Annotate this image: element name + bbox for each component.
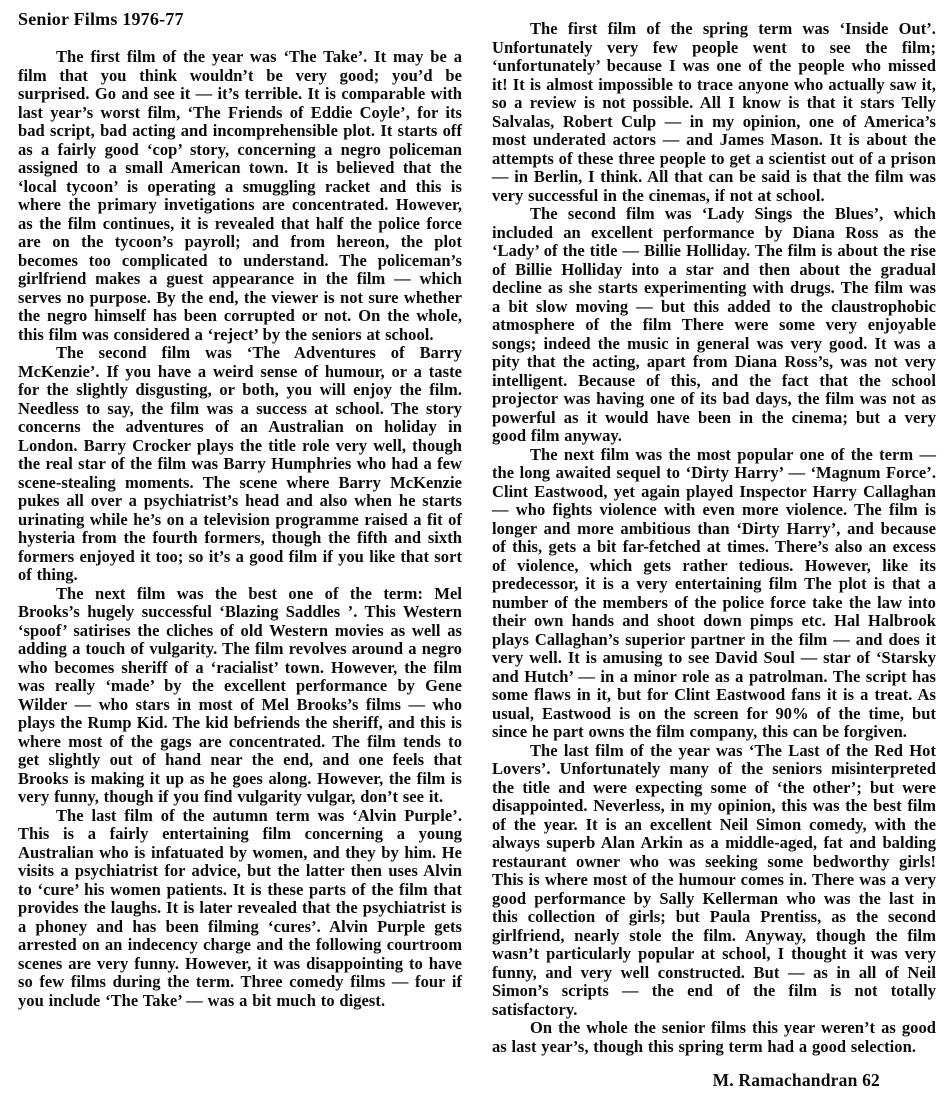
article-paragraph-take: The first film of the year was ‘The Take’. It may be a film that you think wouldn’t be very good; you’d be surprised. Go and see it — it’s terrible. It is comparable with last year’s worst film, ‘The Friends of Eddie Coyle’, for its bad script, bad acting and incomprehensible plot. It starts off as a fairly good ‘cop’ story, concerning a negro policeman assigned to a small American town. It is believed that the ‘local tycoon’ is operating a smuggling racket and this is where the primary invetigations are concentrated. However, as the film continues, it is revealed that half the police force are on the tycoon’s payroll; and from hereon, the plot becomes too complicated to understand. The policeman’s girlfriend makes a guest appearance in the film — which serves no purpose. By the end, the viewer is not sure whether the negro himself has been corrupted or not. On the whole, this film was considered a ‘reject’ by the seniors at school. [18, 47, 462, 344]
article-paragraph-lady-sings-the-blues: The second film was ‘Lady Sings the Blues’, which included an excellent performance by Diana Ross as the ‘Lady’ of the title — Billie Holliday. The film is about the rise of Billie Holliday into a star and then about the gradual decline as she starts experimenting with drugs. The film was a bit slow moving — but this added to the claustrophobic atmosphere of the film There were some very enjoyable songs; indeed the music in general was very good. It was a pity that the acting, apart from Diana Ross’s, was not very intelligent. Because of this, and the fact that the school projector was having one of its bad days, the film was not as powerful as it would have been in the cinema; but a very good film anyway. [492, 204, 936, 445]
article-title: Senior Films 1976-77 [18, 9, 184, 29]
article-paragraph-red-hot-lovers: The last film of the year was ‘The Last of the Red Hot Lovers’. Unfortunately many of the seniors misinterpreted the title and were expecting some of ‘the other’; but were disappointed. Neverless, in my opinion, this was the best film of the year. It is an excellent Neil Simon comedy, with the always superb Alan Arkin as a middle-aged, fat and balding restaurant owner who was seeking some bedworthy girls! This is where most of the humour comes in. There was a very good performance by Sally Kellerman who was the last in this collection of girls; but Paula Prentiss, as the second girlfriend, nearly stole the film. Anyway, though the film wasn’t particularly popular at school, I thought it was very funny, and very well constructed. But — as in all of Neil Simon’s scripts — the end of the film is not totally satisfactory. [492, 740, 936, 1019]
article-paragraph-magnum-force: The next film was the most popular one of the term — the long awaited sequel to ‘Dirty Harry’ — ‘Magnum Force’. Clint Eastwood, yet again played Inspector Harry Callaghan — who fights violence with even more violence. The film is longer and more ambitious than ‘Dirty Harry’, and because of this, gets a bit far-fetched at times. There’s also an excess of violence, which gets rather tedious. However, like its predecessor, it is a very entertaining film The plot is that a number of the members of the police force take the law into their own hands and shoot down pimps etc. Hal Halbrook plays Callaghan’s superior partner in the film — and does it very well. It is amusing to see David Soul — star of ‘Starsky and Hutch’ — in a minor role as a patrolman. The script has some flaws in it, but for Clint Eastwood fans it is a treat. As usual, Eastwood is on the screen for 90% of the time, but since he part owns the film company, this can be forgiven. [492, 444, 936, 741]
article-paragraph-inside-out: The first film of the spring term was ‘Inside Out’. Unfortunately very few people went to see the film; ‘unfortunately’ because I was one of the people who missed it! It is almost impossible to trace anyone who actually saw it, so a review is not possible. All I know is that it stars Telly Salvalas, Robert Culp — in my opinion, one of America’s most underated actors — and James Mason. It is about the attempts of these three people to get a scientist out of a prison — in Berlin, I think. All that can be said is that the film was very successful in the cinemas, if not at school. [492, 19, 936, 205]
right-column [492, 6, 936, 1090]
author-signature: M. Ramachandran 62 [712, 1070, 880, 1090]
article-paragraph-barry-mckenzie: The second film was ‘The Adventures of Barry McKenzie’. If you have a weird sense of humour, or a taste for the slightly disgusting, or both, you will enjoy the film. Needless to say, the film was a success at school. The story concerns the adventures of an Australian on holiday in London. Barry Crocker plays the title role very well, though the real star of the film was Barry Humphries who had a few scene-stealing moments. The scene where Barry McKenzie pukes all over a psychiatrist’s head and also when he starts urinating while he’s on a television programme raised a fit of hysteria from the fourth formers, though the fifth and sixth formers enjoyed it too; so it’s a good film if you like that sort of thing. [18, 343, 462, 584]
article-paragraph-closing: On the whole the senior films this year weren’t as good as last year’s, though this spring term had a good selection. [492, 1018, 936, 1056]
article-paragraph-blazing-saddles: The next film was the best one of the term: Mel Brooks’s hugely successful ‘Blazing Saddles ’. This Western ‘spoof’ satirises the cliches of old Western movies as well as adding a touch of vulgarity. The film revolves around a negro who becomes sheriff of a ‘racialist’ town. However, the film was really ‘made’ by the excellent performance by Gene Wilder — who stars in most of Mel Brooks’s films — who plays the Rump Kid. The kid befriends the sheriff, and this is where most of the gags are concentrated. The film tends to get slightly out of hand near the end, and one feels that Brooks is making it up as he goes along. However, the film is very funny, though if you find vulgarity vulgar, don’t see it. [18, 583, 462, 806]
left-column [18, 6, 462, 1090]
article-paragraph-alvin-purple: The last film of the autumn term was ‘Alvin Purple’. This is a fairly entertaining film concerning a young Australian who is infatuated by women, and they by him. He visits a psychiatrist for advice, but the latter then uses Alvin to ‘cure’ his women patients. It is these parts of the film that provides the laughs. It is later revealed that the psychiatrist is a phoney and has been filming ‘cures’. Alvin Purple gets arrested on an indecency charge and the following courtroom scenes are very funny. However, it was disappointing to have so few films during the term. Three comedy films — four if you include ‘The Take’ — was a bit much to digest. [18, 805, 462, 1010]
article-columns [18, 6, 936, 1090]
